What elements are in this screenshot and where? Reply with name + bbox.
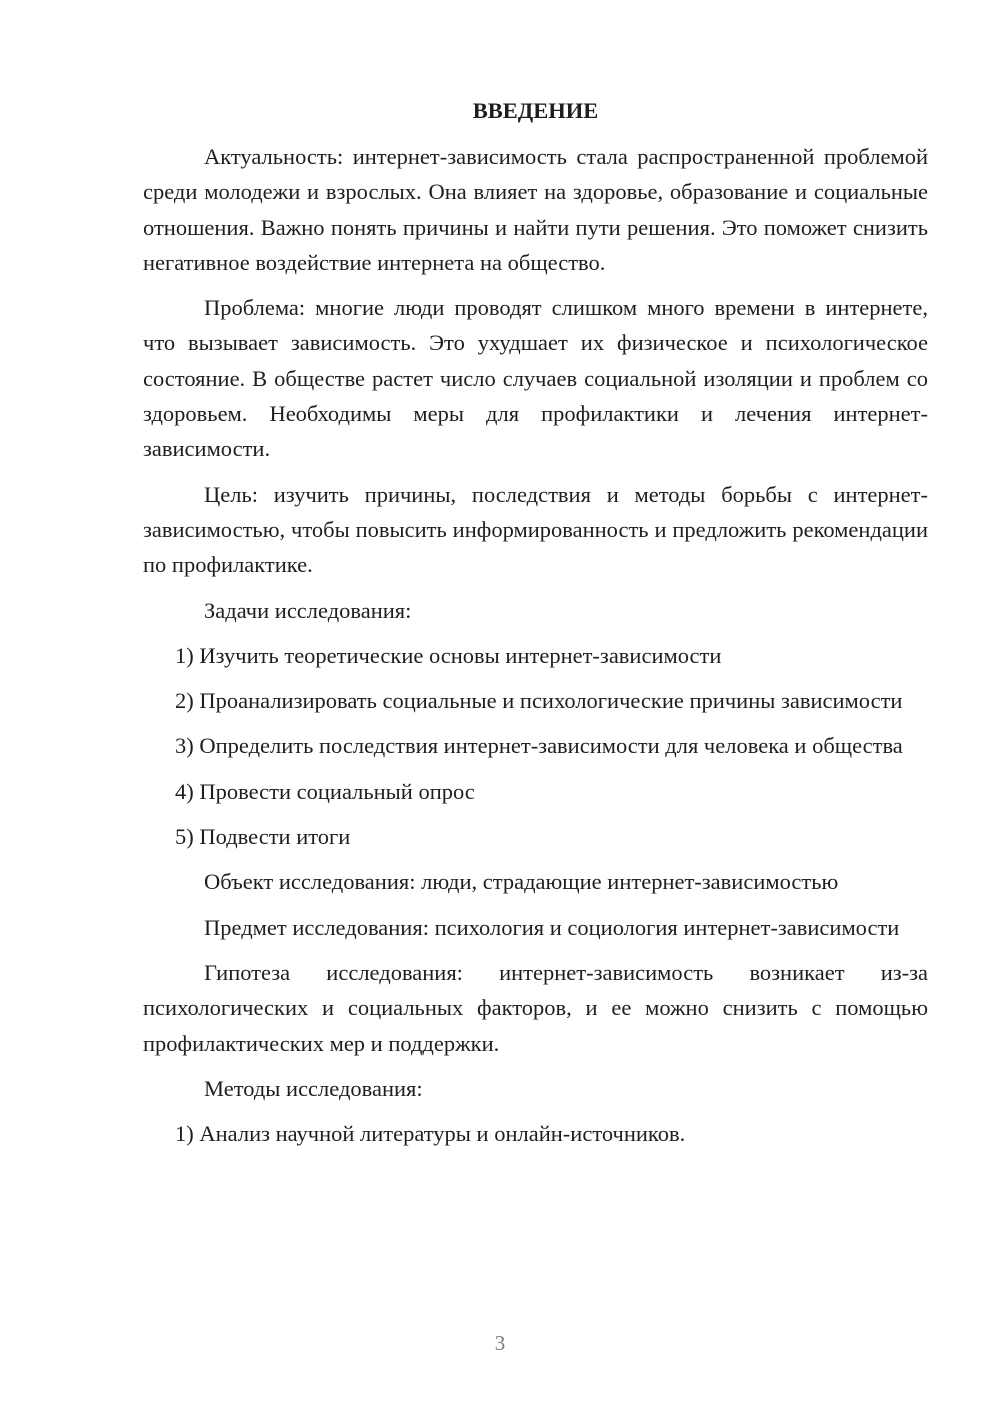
methods-title: Методы исследования:	[204, 1075, 423, 1101]
page-content	[143, 92, 928, 1161]
method-item-1: 1) Анализ научной литературы и онлайн-источников.	[175, 1121, 686, 1147]
task-item-2: 2) Проанализировать социальные и психологические причины зависимости	[175, 688, 903, 714]
goal-paragraph: Цель: изучить причины, последствия и методы борьбы с интернет-зависимостью, чтобы повысить информированность и предложить рекомендации по профилактике.	[143, 481, 928, 578]
task-item-4: 4) Провести социальный опрос	[175, 778, 475, 804]
task-item-3: 3) Определить последствия интернет-зависимости для человека и общества	[175, 733, 903, 759]
object-paragraph: Объект исследования: люди, страдающие интернет-зависимостью	[204, 869, 839, 895]
hypothesis-paragraph: Гипотеза исследования: интернет-зависимость возникает из-за психологических и социальных факторов, и ее можно снизить с помощью профилактических мер и поддержки.	[143, 959, 928, 1056]
problem-paragraph: Проблема: многие люди проводят слишком много времени в интернете, что вызывает зависимость. Это ухудшает их физическое и психологическое состояние. В обществе растет число случаев социальной изоляции и проблем со здоровьем. Необходимы меры для профилактики и лечения интернет-зависимости.	[143, 295, 928, 462]
section-heading: ВВЕДЕНИЕ	[472, 98, 599, 123]
tasks-title: Задачи исследования:	[204, 597, 412, 623]
task-item-1: 1) Изучить теоретические основы интернет-зависимости	[175, 642, 722, 668]
task-item-5: 5) Подвести итоги	[175, 824, 351, 850]
relevance-paragraph: Актуальность: интернет-зависимость стала распространенной проблемой среди молодежи и взрослых. Она влияет на здоровье, образование и социальные отношения. Важно понять причины и найти пути решения. Это поможет снизить негативное воздействие интернета на общество.	[143, 144, 928, 275]
subject-paragraph: Предмет исследования: психология и социология интернет-зависимости	[204, 914, 900, 940]
page-number: 3	[494, 1331, 506, 1355]
